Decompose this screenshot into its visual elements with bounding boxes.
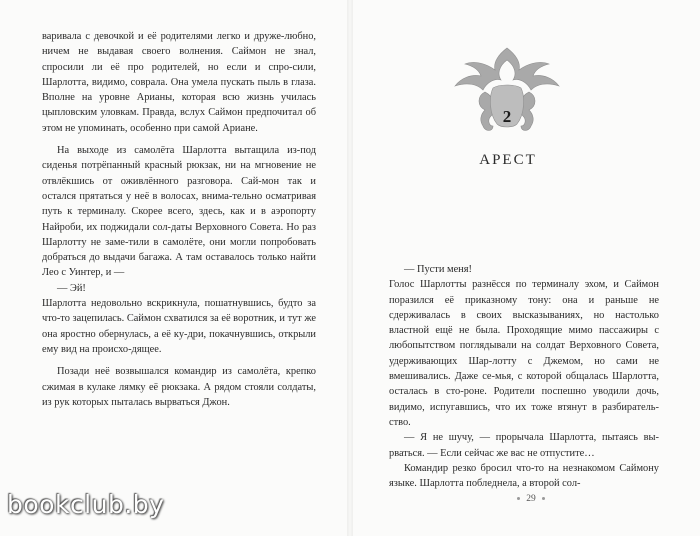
paragraph: — Пусти меня! bbox=[404, 264, 472, 275]
paragraph: На выходе из самолёта Шарлотта вытащила из-под сиденья потрёпанный красный рюкзак, ни на мгновение не отвлёкшись от оживлённого разговора. Сай-мон так и остался прятаться у неё в волосах, внима-тельно осматривая путь к терминалу. Скорее всего, здесь, как и в аэропорту Найроби, их поджидали сол-даты Верховного Совета. Но раз Шарлотту не заме-тили в самолёте, они могли попробовать добраться до выдачи багажа. А там оставалось только найти Лео с Уинтер, и — bbox=[42, 145, 316, 279]
paragraph: — Я не шучу, — прорычала Шарлотта, пытаясь вы-рваться. — Если сейчас же вас не отпустите… bbox=[389, 432, 659, 459]
paragraph: Командир резко бросил что-то на незнакомом Саймону языке. Шарлотта побледнела, а второй сол- bbox=[389, 462, 659, 490]
chapter-title: АРЕСТ bbox=[479, 152, 537, 168]
paragraph: Голос Шарлотты разнёсся по терминалу эхом, и Саймон поразился её приказному тону: она и раньше не сдерживалась в своих высказываниях, но настолько властной ещё не была. Проходящие мимо пассажиры с любопытством поглядывали на солдат Верховного Совета, удерживающих Шар-лотту с Джемом, но сами не вмешивались. Даже се-мья, с которой общалась Шарлотта, осталась в сто-роне. Родители поспешно уводили дочь, видимо, испугавшись, что их тоже втянут в разбиратель-ство. bbox=[389, 279, 659, 428]
paragraph: Шарлотта недовольно вскрикнула, пошатнувшись, будто за что-то зацепилась. Саймон схватился за её воротник, и тут же она яростно обернулась, а её ку-дри, покачнувшись, открыли ему вид на происхо-дящее. bbox=[42, 298, 316, 355]
paragraph: — Эй! bbox=[57, 282, 86, 294]
left-page bbox=[0, 0, 347, 536]
paragraph: варивала с девочкой и её родителями легко и друже-любно, ничем не выдавая своего волнения. Саймон не знал, спросили ли её про родителей, но если и спро-сили, Шарлотта, видимо, соврала. Она умела пускать пыль в глаза. Вполне на уровне Арианы, которая всю жизнь училась цыпловским уловкам. Правда, вслух Саймон предпочитал об этом не упоминать, особенно при самой Ариане. bbox=[42, 31, 316, 134]
watermark: bookclub.by bbox=[7, 490, 165, 519]
page-number-text: 29 bbox=[526, 494, 536, 504]
right-page-text bbox=[389, 262, 659, 491]
chapter-number: 2 bbox=[502, 107, 512, 126]
page-number bbox=[501, 494, 561, 504]
page-number-dot bbox=[542, 497, 545, 500]
right-page bbox=[353, 0, 700, 536]
paragraph: Позади неё возвышался командир из самолёта, крепко сжимая в кулаке лямку её рюкзака. А рядом стояли солдаты, из рук которых пыталась вырваться Джон. bbox=[42, 366, 316, 408]
page-number-dot bbox=[517, 497, 520, 500]
left-page-text bbox=[42, 29, 316, 410]
